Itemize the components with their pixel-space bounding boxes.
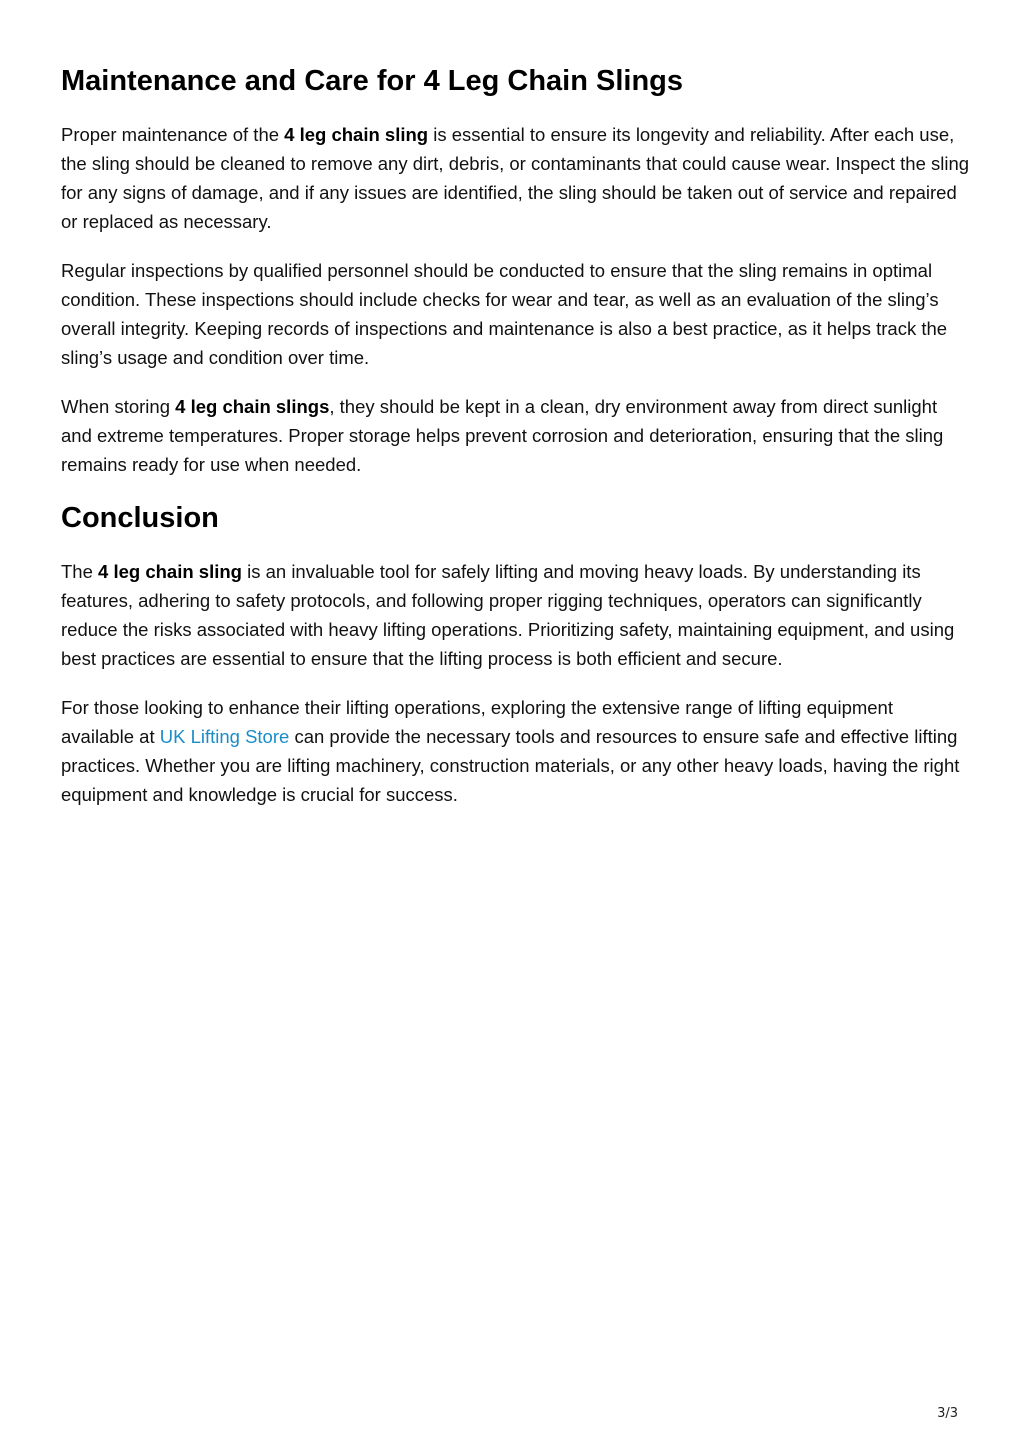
paragraph-text: can provide the necessary tools and resources to ensure safe and effective lifting practices. Whether you are lifting machinery, construction materials, or any other heavy loads, having the right equipment and knowledge is crucial for success. bbox=[61, 725, 960, 805]
paragraph-text: The bbox=[61, 560, 99, 582]
paragraph-conclusion-store bbox=[61, 693, 971, 809]
bold-keyword: 4 leg chain sling bbox=[284, 123, 429, 145]
paragraph-text: For those looking to enhance their lifting operations, exploring the extensive range of lifting equipment available at bbox=[61, 696, 893, 747]
paragraph-maintenance-cleaning bbox=[61, 120, 971, 236]
paragraph-maintenance-inspections bbox=[61, 256, 971, 372]
paragraph-text: is an invaluable tool for safely lifting and moving heavy loads. By understanding its features, adhering to safety protocols, and following proper rigging techniques, operators can significantly reduce the risks associated with heavy lifting operations. Prioritizing safety, maintaining equipment, and using best practices are essential to ensure that the lifting process is both efficient and secure. bbox=[61, 560, 955, 669]
page-number: 3/3 bbox=[937, 1406, 958, 1421]
bold-keyword: 4 leg chain slings bbox=[175, 395, 330, 417]
paragraph-maintenance-storage bbox=[61, 392, 971, 479]
paragraph-text: Proper maintenance of the bbox=[61, 123, 285, 145]
section-heading-conclusion: Conclusion bbox=[61, 501, 219, 534]
uk-lifting-store-link[interactable]: UK Lifting Store bbox=[159, 725, 290, 747]
paragraph-text: When storing bbox=[61, 395, 176, 417]
section-heading-maintenance: Maintenance and Care for 4 Leg Chain Slings bbox=[61, 65, 684, 97]
paragraph-conclusion-summary bbox=[61, 557, 971, 673]
paragraph-text: Regular inspections by qualified personnel should be conducted to ensure that the sling remains in optimal condition. These inspections should include checks for wear and tear, as well as an evaluation of the sling’s overall integrity. Keeping records of inspections and maintenance is also a best practice, as it helps track the sling’s usage and condition over time. bbox=[61, 259, 948, 368]
paragraph-text: is essential to ensure its longevity and reliability. After each use, the sling should be cleaned to remove any dirt, debris, or contaminants that could cause wear. Inspect the sling for any signs of damage, and if any issues are identified, the sling should be taken out of service and repaired or replaced as necessary. bbox=[61, 123, 970, 232]
document-page bbox=[61, 64, 971, 809]
bold-keyword: 4 leg chain sling bbox=[98, 560, 242, 582]
paragraph-text: , they should be kept in a clean, dry environment away from direct sunlight and extreme temperatures. Proper storage helps prevent corrosion and deterioration, ensuring that the sling remains ready for use when needed. bbox=[61, 395, 944, 475]
